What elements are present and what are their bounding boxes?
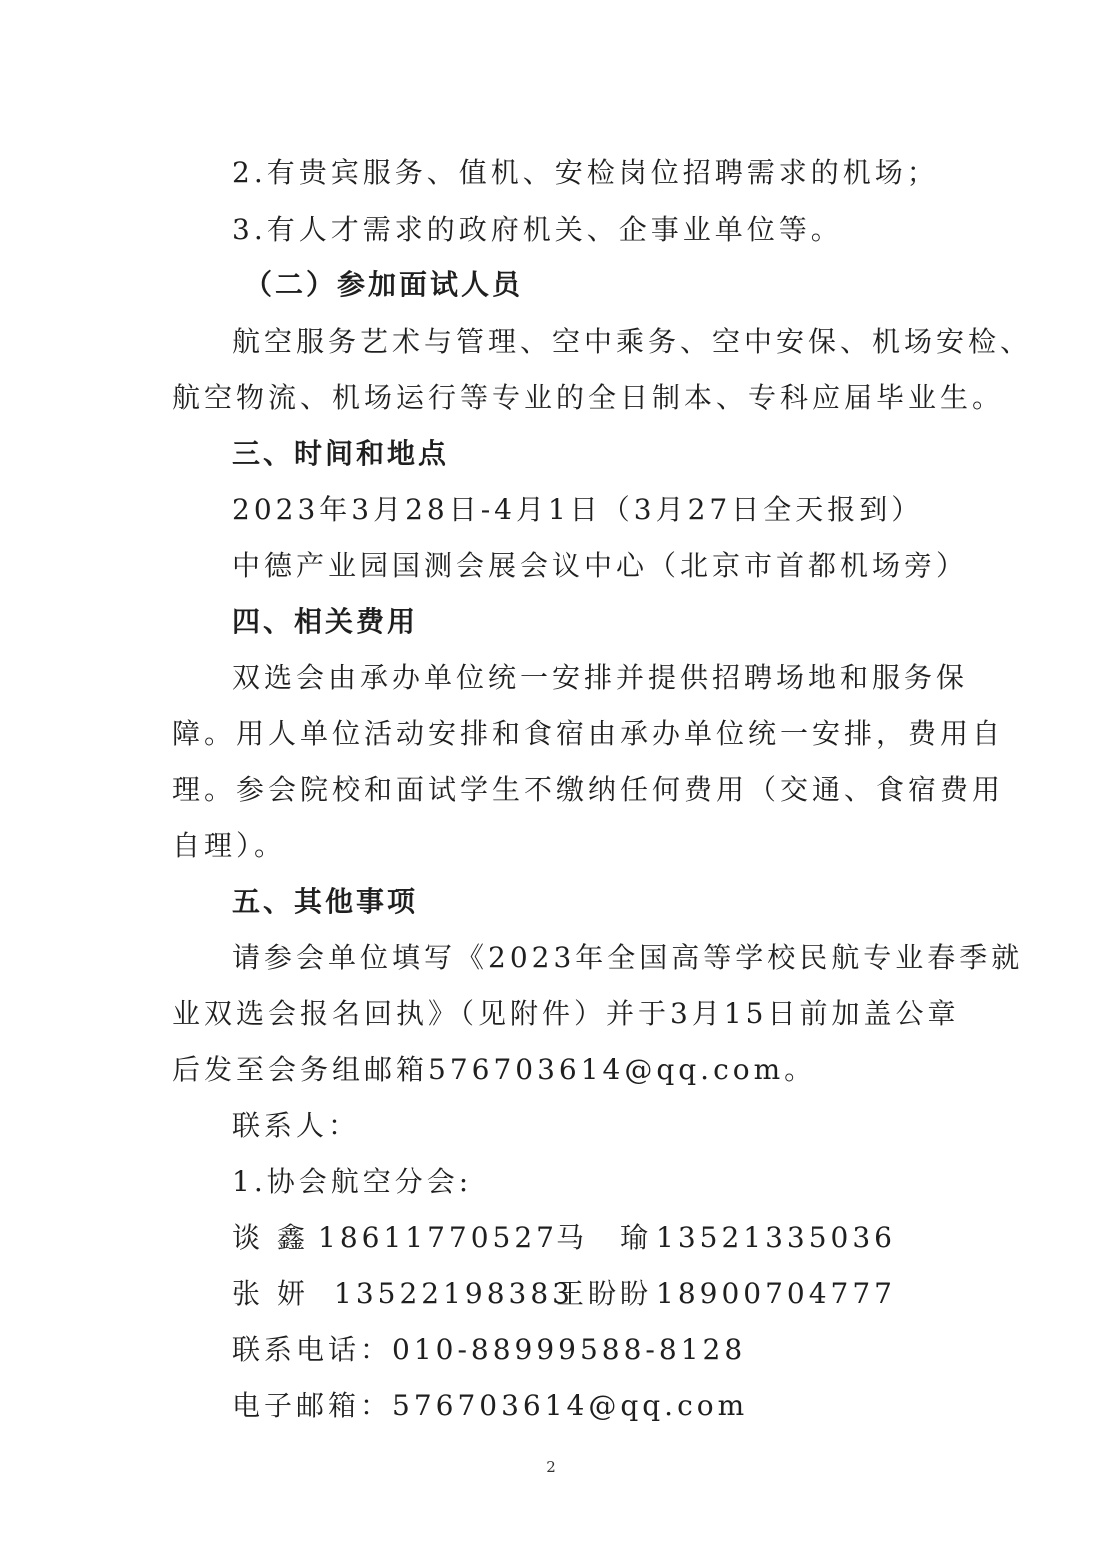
- contact-phone-line: 联系电话：010-88999588-8128: [232, 1333, 747, 1366]
- contacts-label: 联系人：: [232, 1109, 361, 1142]
- list-item-airports: 2.有贵宾服务、值机、安检岗位招聘需求的机场；: [232, 156, 939, 189]
- contact-name: 王盼盼: [556, 1277, 653, 1310]
- other-text-line-3: 后发至会务组邮箱576703614@qq.com。: [172, 1053, 817, 1086]
- contact-phone: 13521335036: [656, 1221, 896, 1254]
- other-text-line-2: 业双选会报名回执》（见附件）并于3月15日前加盖公章: [172, 997, 960, 1030]
- fees-text-line-2: 障。用人单位活动安排和食宿由承办单位统一安排，费用自: [172, 717, 1005, 750]
- contact-email-line: 电子邮箱：576703614@qq.com: [232, 1389, 749, 1422]
- section-heading-time-place: 三、时间和地点: [232, 437, 450, 470]
- contact-phone: 18900704777: [656, 1277, 896, 1310]
- list-item-government: 3.有人才需求的政府机关、企事业单位等。: [232, 213, 843, 246]
- contact-name: 马 瑜: [556, 1221, 653, 1254]
- interviewees-text-line-1: 航空服务艺术与管理、空中乘务、空中安保、机场安检、: [232, 325, 1033, 358]
- contacts-group: 1.协会航空分会:: [232, 1165, 473, 1198]
- section-heading-fees: 四、相关费用: [232, 605, 419, 638]
- section-heading-other: 五、其他事项: [232, 885, 419, 918]
- contact-phone: 13522198383: [334, 1277, 574, 1310]
- page-number: 2: [546, 1458, 556, 1476]
- contact-name: 谈 鑫: [232, 1221, 309, 1254]
- event-time: 2023年3月28日-4月1日（3月27日全天报到）: [232, 493, 924, 526]
- contact-phone: 18611770527: [318, 1221, 558, 1254]
- contact-name: 张 妍: [232, 1277, 309, 1310]
- interviewees-text-line-2: 航空物流、机场运行等专业的全日制本、专科应届毕业生。: [172, 381, 1005, 414]
- event-place: 中德产业园国测会展会议中心（北京市首都机场旁）: [232, 549, 969, 582]
- fees-text-line-3: 理。参会院校和面试学生不缴纳任何费用（交通、食宿费用: [172, 773, 1005, 806]
- other-text-line-1: 请参会单位填写《2023年全国高等学校民航专业春季就: [232, 941, 1024, 974]
- fees-text-line-1: 双选会由承办单位统一安排并提供招聘场地和服务保: [232, 661, 969, 694]
- fees-text-line-4: 自理）。: [172, 829, 287, 862]
- sub-heading-interviewees: （二）参加面试人员: [244, 268, 524, 301]
